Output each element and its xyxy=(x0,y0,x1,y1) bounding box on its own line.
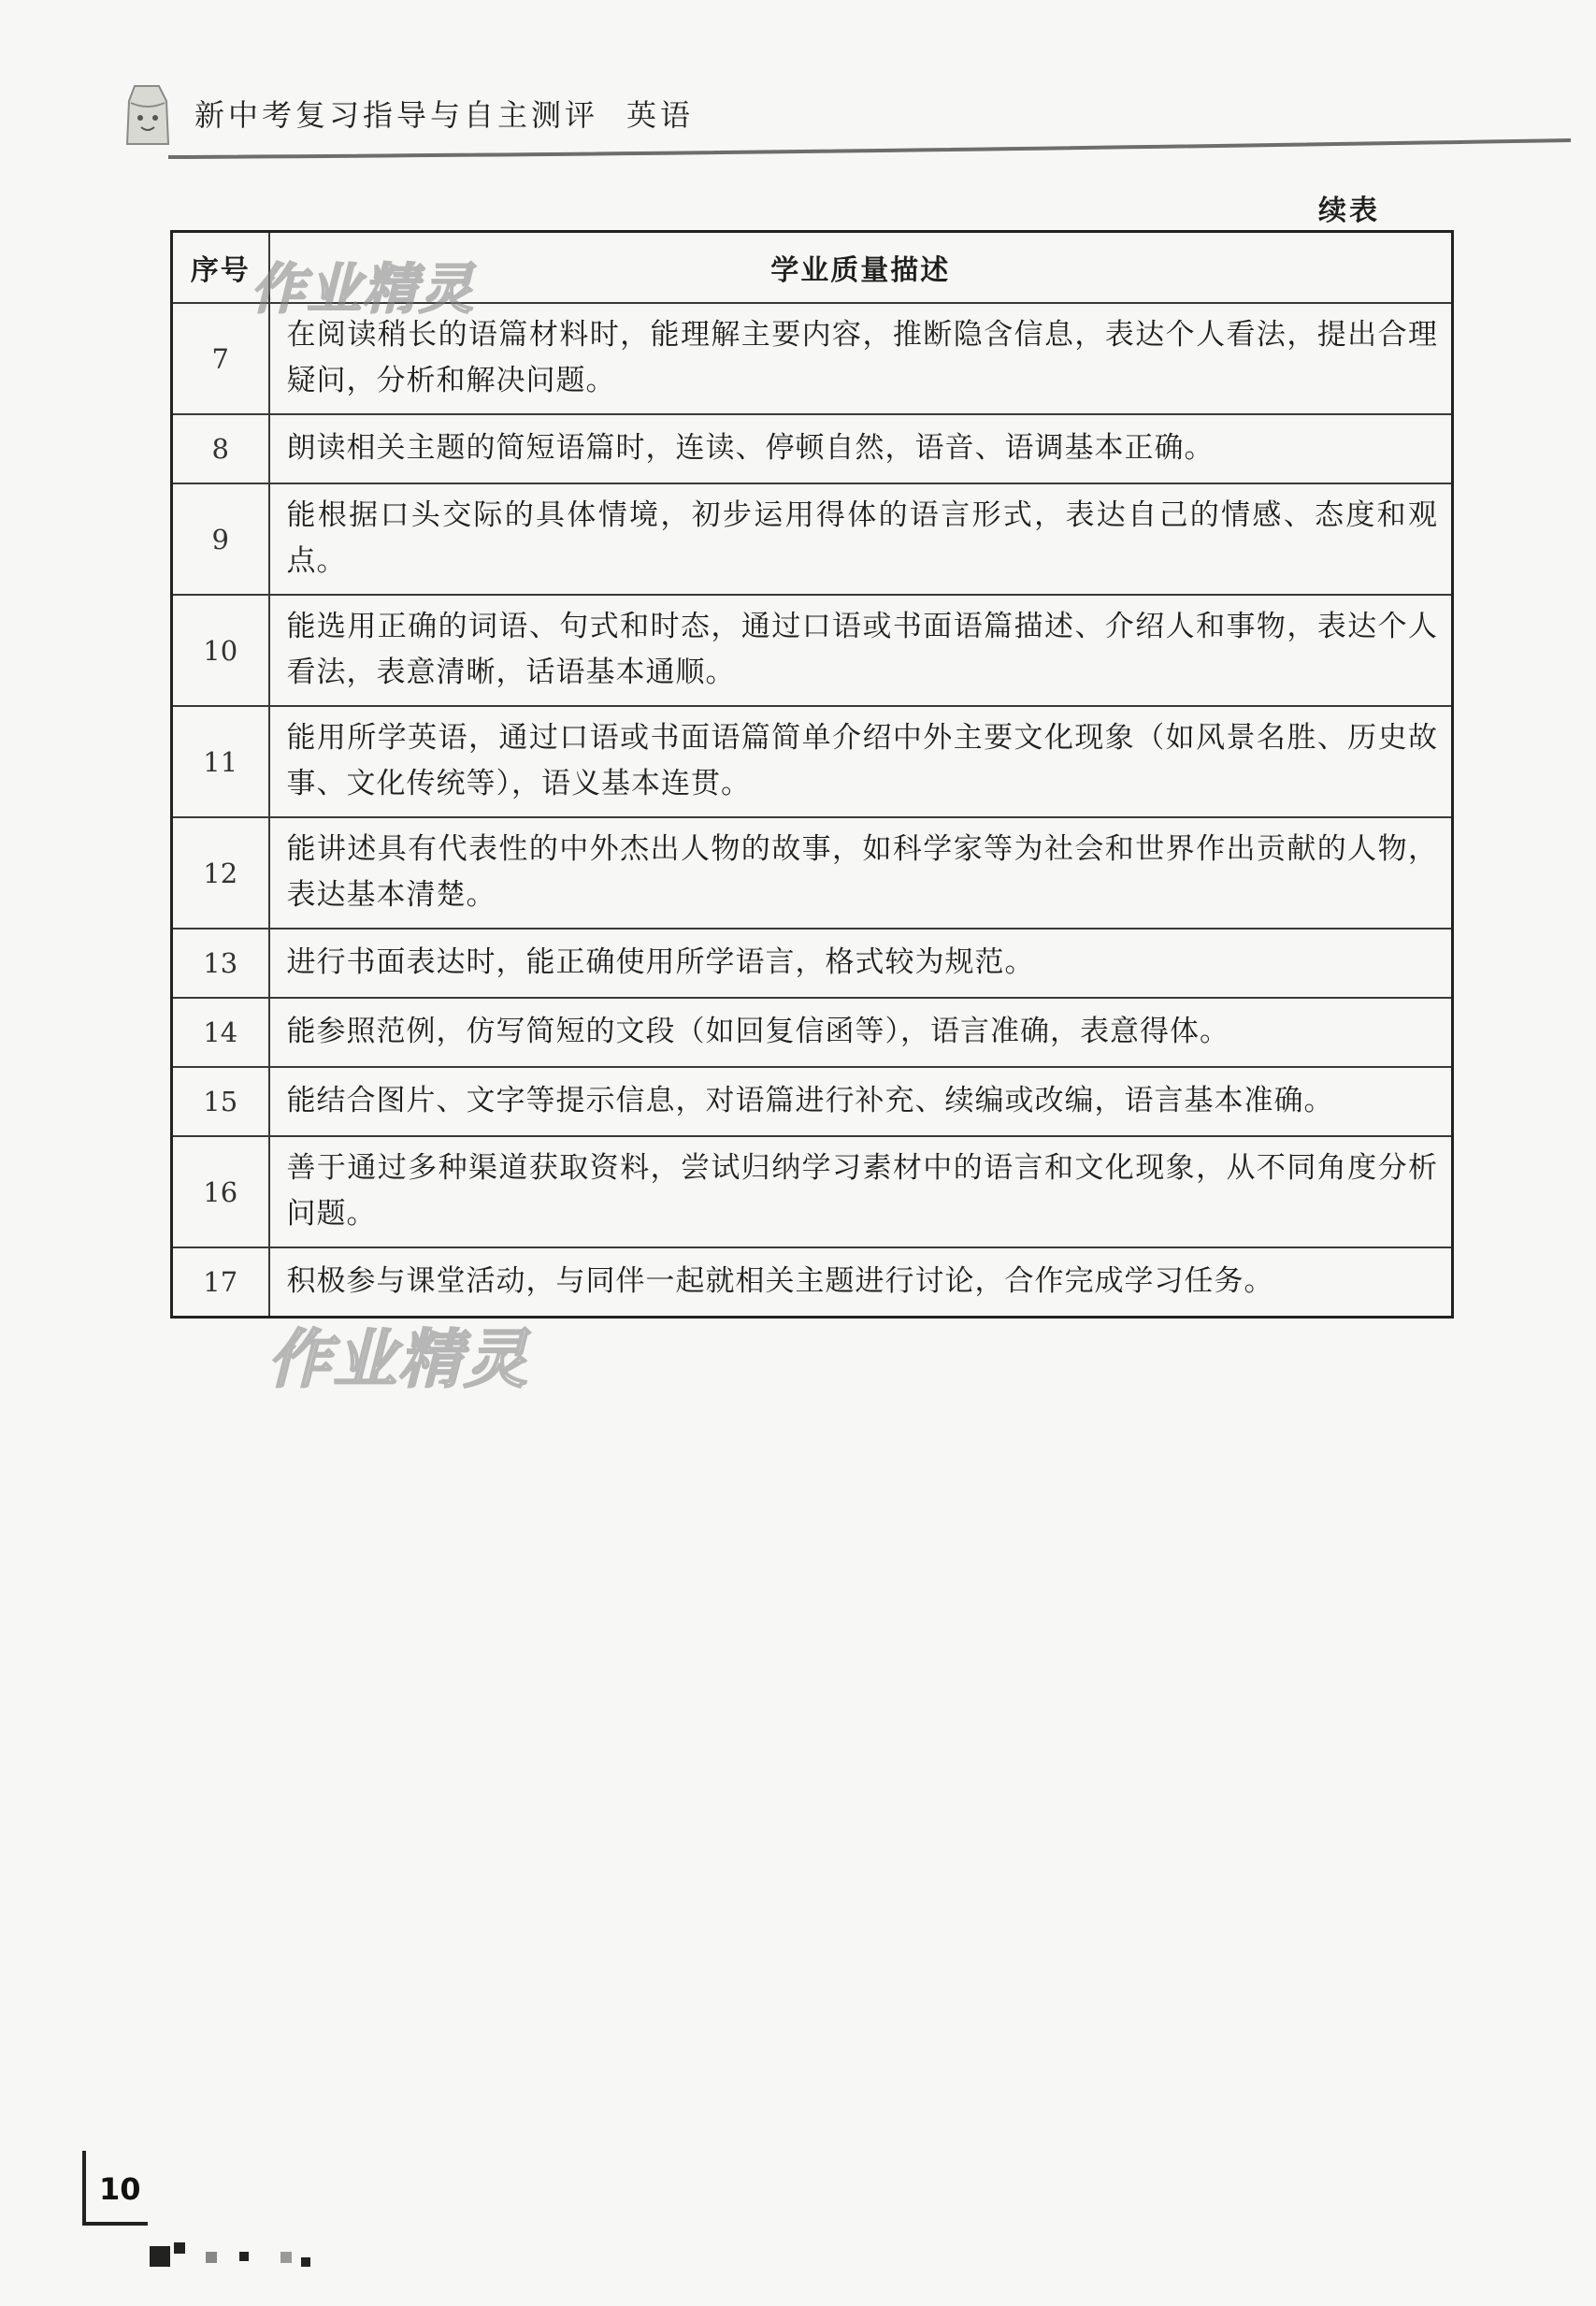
quality-table xyxy=(170,230,1454,1319)
row-number: 10 xyxy=(172,595,269,706)
row-description: 能参照范例，仿写简短的文段（如回复信函等），语言准确，表意得体。 xyxy=(269,998,1453,1067)
page-header xyxy=(122,82,1580,157)
page-number: 10 xyxy=(99,2171,141,2207)
row-number: 17 xyxy=(172,1247,269,1318)
row-description: 能结合图片、文字等提示信息，对语篇进行补充、续编或改编，语言基本准确。 xyxy=(269,1067,1453,1136)
table-row xyxy=(172,1247,1453,1318)
row-number: 11 xyxy=(172,706,269,817)
mascot-icon xyxy=(122,82,174,150)
table-row xyxy=(172,929,1453,998)
row-number: 13 xyxy=(172,929,269,998)
quality-table-container xyxy=(170,230,1451,1319)
column-header-description: 学业质量描述 xyxy=(269,232,1453,304)
subject-label: 英语 xyxy=(626,97,695,133)
row-description: 能讲述具有代表性的中外杰出人物的故事，如科学家等为社会和世界作出贡献的人物，表达基本清楚。 xyxy=(269,817,1453,929)
table-row xyxy=(172,998,1453,1067)
table-row xyxy=(172,706,1453,817)
watermark-logo: 作业精灵 xyxy=(251,257,476,321)
row-description: 进行书面表达时，能正确使用所学语言，格式较为规范。 xyxy=(269,929,1453,998)
decorative-squares-icon xyxy=(150,2235,337,2272)
table-row xyxy=(172,483,1453,595)
table-row xyxy=(172,817,1453,929)
header-divider xyxy=(168,137,1571,159)
row-number: 12 xyxy=(172,817,269,929)
table-row xyxy=(172,1136,1453,1247)
header-title xyxy=(194,92,694,135)
row-description: 能用所学英语，通过口语或书面语篇简单介绍中外主要文化现象（如风景名胜、历史故事、文化传统等），语义基本连贯。 xyxy=(269,706,1453,817)
row-description: 能根据口头交际的具体情境，初步运用得体的语言形式，表达自己的情感、态度和观点。 xyxy=(269,483,1453,595)
table-row xyxy=(172,414,1453,483)
table-row xyxy=(172,595,1453,706)
row-description: 积极参与课堂活动，与同伴一起就相关主题进行讨论，合作完成学习任务。 xyxy=(269,1247,1453,1318)
table-row xyxy=(172,1067,1453,1136)
row-description: 能选用正确的词语、句式和时态，通过口语或书面语篇描述、介绍人和事物，表达个人看法，表意清晰，话语基本通顺。 xyxy=(269,595,1453,706)
row-number: 8 xyxy=(172,414,269,483)
book-title: 新中考复习指导与自主测评 xyxy=(194,97,599,133)
row-description: 在阅读稍长的语篇材料时，能理解主要内容，推断隐含信息，表达个人看法，提出合理疑问，分析和解决问题。 xyxy=(269,303,1453,414)
column-header-number: 序号 xyxy=(172,232,269,304)
row-number: 9 xyxy=(172,483,269,595)
watermark-logo: 作业精灵 xyxy=(267,1323,530,1397)
row-description: 朗读相关主题的简短语篇时，连读、停顿自然，语音、语调基本正确。 xyxy=(269,414,1453,483)
row-description: 善于通过多种渠道获取资料，尝试归纳学习素材中的语言和文化现象，从不同角度分析问题。 xyxy=(269,1136,1453,1247)
row-number: 15 xyxy=(172,1067,269,1136)
row-number: 7 xyxy=(172,303,269,414)
continued-label: 续表 xyxy=(1318,195,1380,227)
row-number: 14 xyxy=(172,998,269,1067)
row-number: 16 xyxy=(172,1136,269,1247)
page-number-box xyxy=(82,2151,148,2226)
